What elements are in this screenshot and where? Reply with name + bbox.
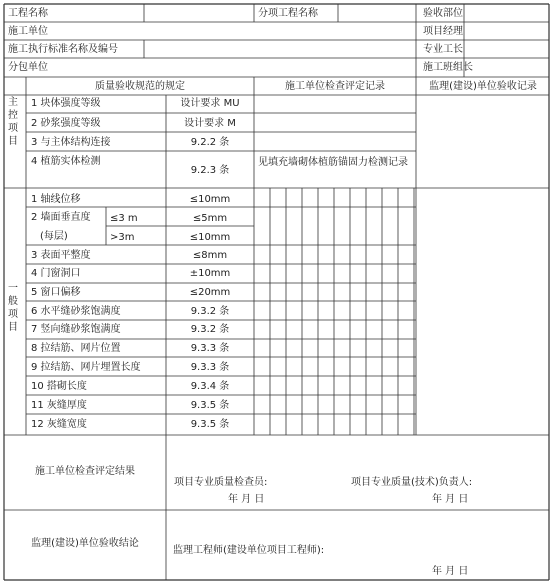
general-req: ±10mm bbox=[189, 268, 231, 279]
general-req: 9.3.4 条 bbox=[190, 381, 230, 392]
general-section-label: 一般项目 bbox=[8, 283, 18, 333]
general-item: 3 表面平整度 bbox=[31, 250, 91, 261]
main-req: 设计要求 MU bbox=[180, 98, 240, 109]
sub-project-name-label: 分项工程名称 bbox=[258, 8, 318, 19]
general-req: ≤8mm bbox=[192, 250, 228, 261]
acceptance-part-label: 验收部位 bbox=[423, 8, 463, 19]
verticality-item: 2 墙面垂直度 bbox=[31, 212, 91, 223]
project-name-label: 工程名称 bbox=[8, 8, 48, 19]
engineer-signature-label: 监理工程师(建设单位项目工程师): bbox=[173, 545, 325, 556]
standard-label: 施工执行标准名称及编号 bbox=[8, 44, 118, 55]
general-req: ≤10mm bbox=[189, 194, 231, 205]
contractor-check-column-header: 施工单位检查评定记录 bbox=[285, 81, 385, 92]
general-req: 9.3.3 条 bbox=[190, 343, 230, 354]
main-item: 3 与主体结构连接 bbox=[31, 137, 111, 148]
supervisor-result-label: 监理(建设)单位验收结论 bbox=[31, 538, 139, 549]
general-item: 10 搭砌长度 bbox=[31, 381, 87, 392]
general-item: 6 水平缝砂浆饱满度 bbox=[31, 306, 121, 317]
professional-foreman-label: 专业工长 bbox=[423, 44, 463, 55]
general-req: 9.3.5 条 bbox=[190, 400, 230, 411]
verticality-item-sub: (每层) bbox=[40, 231, 68, 242]
general-item: 11 灰缝厚度 bbox=[31, 400, 87, 411]
contractor-result-label: 施工单位检查评定结果 bbox=[35, 466, 135, 477]
general-req: 9.3.2 条 bbox=[190, 324, 230, 335]
main-control-section-label: 主控项目 bbox=[8, 97, 18, 147]
supervisor-record-column-header: 监理(建设)单位验收记录 bbox=[429, 81, 537, 92]
general-req: 9.3.3 条 bbox=[190, 362, 230, 373]
verticality-cond-1: ≤3 m bbox=[110, 213, 138, 224]
inspector-signature-label: 项目专业质量检查员: bbox=[174, 477, 268, 488]
team-leader-label: 施工班组长 bbox=[423, 62, 473, 73]
main-item: 4 植筋实体检测 bbox=[31, 156, 101, 167]
inspector-date: 年 月 日 bbox=[228, 494, 265, 505]
subcontractor-label: 分包单位 bbox=[8, 62, 48, 73]
verticality-req-1: ≤5mm bbox=[192, 213, 228, 224]
general-req: 9.3.5 条 bbox=[190, 419, 230, 430]
general-item: 7 竖向缝砂浆饱满度 bbox=[31, 324, 121, 335]
verticality-cond-2: >3m bbox=[110, 232, 135, 243]
general-item: 12 灰缝宽度 bbox=[31, 419, 87, 430]
general-req: ≤20mm bbox=[189, 287, 231, 298]
main-req: 9.2.3 条 bbox=[190, 165, 230, 176]
main-req: 设计要求 M bbox=[184, 118, 236, 129]
general-item: 1 轴线位移 bbox=[31, 194, 81, 205]
main-item: 2 砂浆强度等级 bbox=[31, 118, 101, 129]
technical-lead-date: 年 月 日 bbox=[432, 494, 469, 505]
general-req: 9.3.2 条 bbox=[190, 306, 230, 317]
technical-lead-signature-label: 项目专业质量(技术)负责人: bbox=[351, 477, 473, 488]
general-item: 8 拉结筋、网片位置 bbox=[31, 343, 121, 354]
main-req: 9.2.2 条 bbox=[190, 137, 230, 148]
general-item: 4 门窗洞口 bbox=[31, 268, 81, 279]
spec-column-header: 质量验收规范的规定 bbox=[95, 81, 185, 92]
contractor-label: 施工单位 bbox=[8, 26, 48, 37]
general-item: 9 拉结筋、网片埋置长度 bbox=[31, 362, 141, 373]
project-manager-label: 项目经理 bbox=[423, 26, 463, 37]
general-item: 5 窗口偏移 bbox=[31, 287, 81, 298]
supervisor-date: 年 月 日 bbox=[432, 566, 469, 577]
main-item: 1 块体强度等级 bbox=[31, 98, 101, 109]
verticality-req-2: ≤10mm bbox=[189, 232, 231, 243]
anchor-test-note: 见填充墙砌体植筋锚固力检测记录 bbox=[258, 157, 408, 168]
